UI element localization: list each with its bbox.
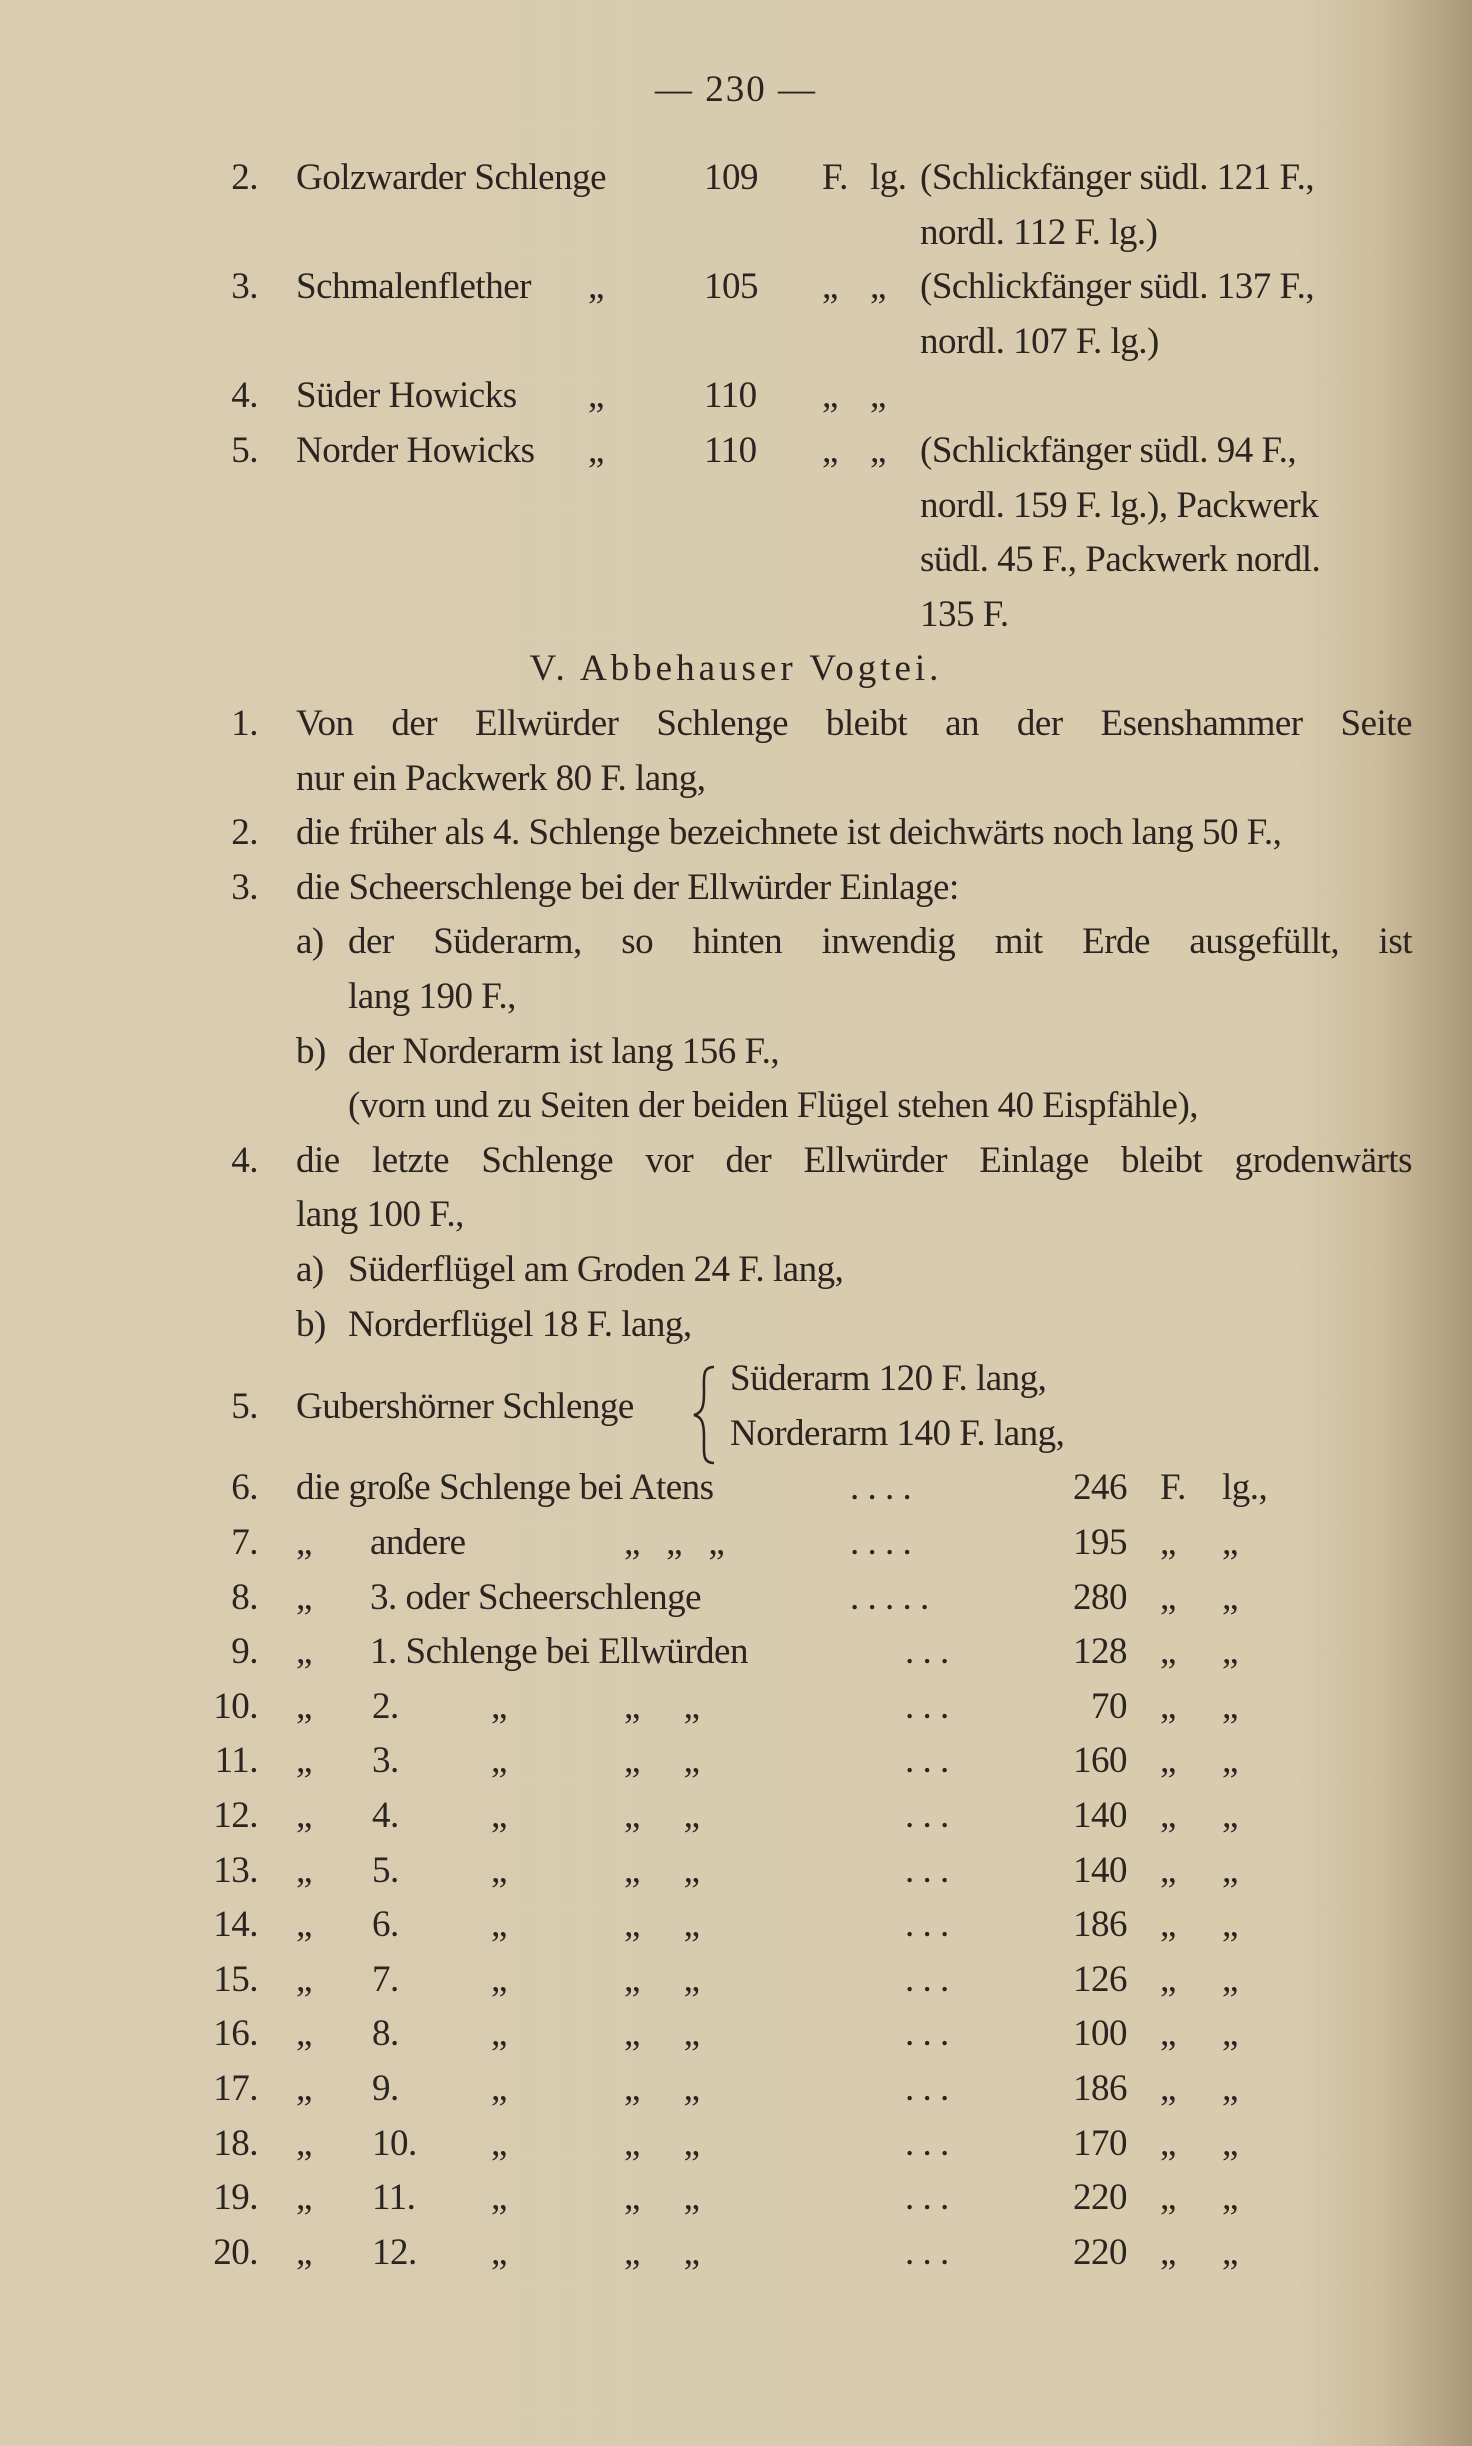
- row-label: 1. Schlenge bei Ellwürden: [370, 1631, 748, 1673]
- item-text: (vorn und zu Seiten der beiden Flügel stehen 40 Eispfähle),: [348, 1085, 1199, 1127]
- item-length: 110: [704, 430, 757, 471]
- item-text: der Süderarm, so hinten inwendig mit Erde ausgefüllt, ist: [348, 921, 1412, 963]
- arm-length: Süderarm 120 F. lang,: [730, 1358, 1047, 1400]
- leader-dots: . . . . .: [850, 1576, 929, 1618]
- row-label: 5.: [372, 1849, 399, 1891]
- text-line: [0, 866, 1472, 921]
- unit: „: [822, 375, 838, 417]
- item-note: nordl. 112 F. lg.): [920, 211, 1158, 253]
- ditto-mark: „ „: [624, 1740, 700, 1782]
- row-number: 10.: [213, 1685, 258, 1727]
- unit: „: [1160, 2122, 1176, 2164]
- item-note: nordl. 159 F. lg.), Packwerk: [920, 484, 1319, 526]
- text-line: [0, 1248, 1472, 1303]
- leader-dots: . . .: [905, 2231, 949, 2273]
- text-line: [0, 211, 1472, 266]
- unit: „: [1222, 2231, 1238, 2273]
- row-label: die große Schlenge bei Atens: [296, 1467, 714, 1509]
- ditto-mark: „ „: [624, 2122, 700, 2164]
- row-label: „: [296, 1849, 312, 1891]
- unit: „: [1160, 2231, 1176, 2273]
- row-label: 11.: [372, 2177, 416, 2219]
- unit: „: [1160, 2177, 1176, 2219]
- unit: „: [1222, 2068, 1238, 2109]
- leader-dots: . . .: [905, 2177, 949, 2219]
- row-value: 100: [1073, 2013, 1127, 2055]
- item-note: (Schlickfänger südl. 137 F.,: [920, 266, 1315, 308]
- row-value: 128: [1073, 1631, 1127, 1673]
- row-value: 70: [1091, 1685, 1127, 1727]
- text-line: [0, 1139, 1472, 1194]
- unit: „: [870, 375, 886, 417]
- row-number: 16.: [213, 2013, 258, 2055]
- item-name: Schmalenflether: [296, 266, 531, 308]
- row-label: 7.: [372, 1958, 399, 2000]
- row-number: 9.: [231, 1631, 258, 1673]
- table-row: [0, 1739, 1472, 1794]
- unit: „: [1222, 2122, 1238, 2164]
- ditto-mark: „ „: [624, 2068, 700, 2109]
- brace-icon: [690, 1363, 720, 1467]
- item-text: nur ein Packwerk 80 F. lang,: [296, 757, 706, 799]
- unit: lg.,: [1222, 1467, 1268, 1509]
- text-line: [0, 429, 1472, 484]
- table-row: [0, 1466, 1472, 1521]
- row-value: 126: [1073, 1958, 1127, 2000]
- row-number: 6.: [231, 1467, 258, 1509]
- table-row: [0, 2067, 1472, 2122]
- row-value: 160: [1073, 1740, 1127, 1782]
- row-label: „: [296, 2068, 312, 2109]
- item-number: 2.: [231, 812, 258, 854]
- table-row: [0, 1849, 1472, 1904]
- row-label: 3.: [372, 1740, 399, 1782]
- row-label: „: [296, 1958, 312, 2000]
- row-label: „: [296, 2177, 312, 2219]
- ditto-mark: „ „: [624, 2013, 700, 2055]
- ditto-mark: „: [491, 2122, 507, 2164]
- item-name: Golzwarder Schlenge: [296, 157, 607, 198]
- ditto-mark: „: [491, 1795, 507, 1836]
- ditto-mark: „ „: [624, 1795, 700, 1836]
- row-number: 14.: [213, 1904, 258, 1946]
- leader-dots: . . .: [905, 1849, 949, 1891]
- leader-dots: . . .: [905, 2122, 949, 2164]
- sub-item-letter: b): [296, 1303, 326, 1345]
- row-label: „: [296, 1685, 312, 1727]
- row-number: 17.: [213, 2068, 258, 2109]
- unit: „: [1222, 1576, 1238, 1618]
- ditto-mark: „: [491, 1685, 507, 1727]
- item-text: lang 190 F.,: [348, 976, 516, 1017]
- table-row: [0, 1958, 1472, 2013]
- unit: „: [1160, 1849, 1176, 1891]
- ditto-mark: „ „: [624, 2231, 700, 2273]
- leader-dots: . . . .: [850, 1522, 912, 1563]
- ditto-mark: „: [491, 2177, 507, 2219]
- row-label: „: [296, 1522, 312, 1563]
- row-label: „: [296, 1576, 312, 1618]
- table-row: [0, 2176, 1472, 2231]
- ditto-mark: „: [491, 1740, 507, 1782]
- row-label: 9.: [372, 2068, 399, 2109]
- table-row: [0, 2231, 1472, 2286]
- ditto-mark: „ „: [624, 1958, 700, 2000]
- item-name: Süder Howicks: [296, 375, 517, 417]
- unit: „: [1160, 2068, 1176, 2109]
- text-line: [0, 593, 1472, 648]
- ditto-mark: „: [491, 2231, 507, 2273]
- item-text: Von der Ellwürder Schlenge bleibt an der Esenshammer Seite: [296, 703, 1412, 744]
- row-value: 170: [1073, 2122, 1127, 2164]
- unit: „: [1222, 1795, 1238, 1836]
- ditto-mark: „: [588, 266, 604, 308]
- unit: „: [822, 430, 838, 471]
- text-line: [0, 265, 1472, 320]
- text-line: [0, 374, 1472, 429]
- text-line: [0, 156, 1472, 211]
- sub-item-letter: a): [296, 921, 324, 963]
- row-label: 10.: [372, 2122, 417, 2164]
- item-number: 3.: [231, 266, 258, 308]
- unit: „: [1222, 1631, 1238, 1673]
- unit: „: [1160, 2013, 1176, 2055]
- unit: F.: [1160, 1467, 1186, 1509]
- ditto-mark: „ „ „: [624, 1522, 725, 1563]
- row-value: 195: [1073, 1522, 1127, 1563]
- unit: „: [870, 266, 886, 308]
- unit: „: [1160, 1795, 1176, 1836]
- brace-item: [0, 1385, 1472, 1440]
- ditto-mark: „ „: [624, 1849, 700, 1891]
- item-number: 4.: [231, 375, 258, 417]
- text-line: [0, 702, 1472, 757]
- row-label: 8.: [372, 2013, 399, 2055]
- unit: „: [1222, 1522, 1238, 1563]
- item-note: nordl. 107 F. lg.): [920, 320, 1159, 362]
- unit: „: [1222, 2177, 1238, 2219]
- row-value: 186: [1073, 2068, 1127, 2109]
- item-text: Süderflügel am Groden 24 F. lang,: [348, 1249, 844, 1290]
- sub-item-letter: a): [296, 1249, 324, 1290]
- row-label: „: [296, 1904, 312, 1946]
- table-row: [0, 1794, 1472, 1849]
- item-number: 4.: [231, 1139, 258, 1181]
- row-number: 15.: [213, 1958, 258, 2000]
- ditto-mark: „: [491, 2068, 507, 2109]
- leader-dots: . . .: [905, 1795, 949, 1836]
- row-value: 140: [1073, 1795, 1127, 1836]
- unit: „: [1160, 1631, 1176, 1673]
- leader-dots: . . .: [905, 2013, 949, 2055]
- ditto-mark: „: [491, 2013, 507, 2055]
- row-number: 11.: [214, 1740, 258, 1782]
- item-text: die Scheerschlenge bei der Ellwürder Einlage:: [296, 866, 959, 908]
- item-name: Norder Howicks: [296, 430, 535, 471]
- row-label: 12.: [372, 2231, 417, 2273]
- item-number: 1.: [231, 703, 258, 744]
- item-note: (Schlickfänger südl. 121 F.,: [920, 157, 1315, 198]
- row-value: 140: [1073, 1849, 1127, 1891]
- ditto-mark: „: [588, 375, 604, 417]
- ditto-mark: „: [491, 1958, 507, 2000]
- page-number: — 230 —: [655, 69, 817, 110]
- unit: „: [870, 430, 886, 471]
- unit: „: [1222, 1685, 1238, 1727]
- row-value: 220: [1073, 2231, 1127, 2273]
- ditto-mark: „: [491, 1849, 507, 1891]
- row-number: 18.: [213, 2122, 258, 2164]
- text-line: [0, 757, 1472, 812]
- table-row: [0, 1903, 1472, 1958]
- item-text: die früher als 4. Schlenge bezeichnete ist deichwärts noch lang 50 F.,: [296, 812, 1282, 854]
- leader-dots: . . .: [905, 1904, 949, 1946]
- item-note: (Schlickfänger südl. 94 F.,: [920, 430, 1297, 471]
- unit: „: [1222, 1740, 1238, 1782]
- item-length: 105: [704, 266, 758, 308]
- leader-dots: . . .: [905, 1631, 949, 1673]
- unit: „: [1160, 1904, 1176, 1946]
- text-line: [0, 975, 1472, 1030]
- unit: „: [1160, 1576, 1176, 1618]
- row-number: 12.: [213, 1795, 258, 1836]
- ditto-mark: „: [588, 430, 604, 471]
- text-line: [0, 1303, 1472, 1358]
- row-label: 2.: [372, 1685, 399, 1727]
- item-name: Gubershörner Schlenge: [296, 1385, 634, 1427]
- unit: „: [1222, 2013, 1238, 2055]
- unit: F.: [822, 157, 848, 198]
- unit: „: [1222, 1849, 1238, 1891]
- leader-dots: . . . .: [850, 1467, 912, 1509]
- table-row: [0, 1685, 1472, 1740]
- leader-dots: . . .: [905, 2068, 949, 2109]
- row-value: 246: [1073, 1467, 1127, 1509]
- table-row: [0, 1521, 1472, 1576]
- unit: „: [1160, 1685, 1176, 1727]
- row-label: „: [296, 1631, 312, 1673]
- item-number: 3.: [231, 866, 258, 908]
- text-line: [0, 538, 1472, 593]
- item-note: 135 F.: [920, 593, 1009, 635]
- row-label: „: [296, 2013, 312, 2055]
- row-number: 8.: [231, 1576, 258, 1618]
- item-number: 5.: [231, 430, 258, 471]
- row-label: „: [296, 1795, 312, 1836]
- text-line: [0, 484, 1472, 539]
- leader-dots: . . .: [905, 1958, 949, 2000]
- item-text: der Norderarm ist lang 156 F.,: [348, 1030, 780, 1072]
- item-number: 2.: [231, 157, 258, 198]
- sub-item-letter: b): [296, 1030, 326, 1072]
- item-text: lang 100 F.,: [296, 1194, 464, 1236]
- row-number: 20.: [213, 2231, 258, 2273]
- ditto-mark: „ „: [624, 1904, 700, 1946]
- arm-length: Norderarm 140 F. lang,: [730, 1412, 1065, 1454]
- item-length: 109: [704, 157, 758, 198]
- text-line: [0, 1193, 1472, 1248]
- table-row: [0, 2012, 1472, 2067]
- text-line: [0, 320, 1472, 375]
- row-value: 220: [1073, 2177, 1127, 2219]
- unit: „: [1222, 1904, 1238, 1946]
- text-line: [0, 1030, 1472, 1085]
- item-text: die letzte Schlenge vor der Ellwürder Einlage bleibt grodenwärts: [296, 1139, 1412, 1181]
- row-value: 280: [1073, 1576, 1127, 1618]
- unit: „: [1160, 1740, 1176, 1782]
- item-note: südl. 45 F., Packwerk nordl.: [920, 539, 1321, 581]
- item-length: 110: [704, 375, 757, 417]
- row-label: „: [296, 2122, 312, 2164]
- text-line: [0, 811, 1472, 866]
- row-label: andere: [370, 1522, 466, 1563]
- row-number: 19.: [213, 2177, 258, 2219]
- ditto-mark: „ „: [624, 2177, 700, 2219]
- item-text: Norderflügel 18 F. lang,: [348, 1303, 692, 1345]
- unit: „: [1160, 1958, 1176, 2000]
- text-line: [0, 647, 1472, 702]
- table-row: [0, 2122, 1472, 2177]
- unit: lg.: [870, 157, 907, 198]
- row-label: „: [296, 1740, 312, 1782]
- unit: „: [1160, 1522, 1176, 1563]
- table-row: [0, 1576, 1472, 1631]
- leader-dots: . . .: [905, 1740, 949, 1782]
- row-label: 3. oder Scheerschlenge: [370, 1576, 702, 1618]
- text-line: [0, 1084, 1472, 1139]
- unit: „: [822, 266, 838, 308]
- ditto-mark: „: [491, 1904, 507, 1946]
- table-row: [0, 1630, 1472, 1685]
- section-heading: V. Abbehauser Vogtei.: [529, 648, 943, 690]
- row-number: 7.: [231, 1522, 258, 1563]
- row-value: 186: [1073, 1904, 1127, 1946]
- text-line: [0, 920, 1472, 975]
- row-label: 4.: [372, 1795, 399, 1836]
- row-label: 6.: [372, 1904, 399, 1946]
- ditto-mark: „ „: [624, 1685, 700, 1727]
- leader-dots: . . .: [905, 1685, 949, 1727]
- row-label: „: [296, 2231, 312, 2273]
- item-number: 5.: [231, 1385, 258, 1427]
- unit: „: [1222, 1958, 1238, 2000]
- row-number: 13.: [213, 1849, 258, 1891]
